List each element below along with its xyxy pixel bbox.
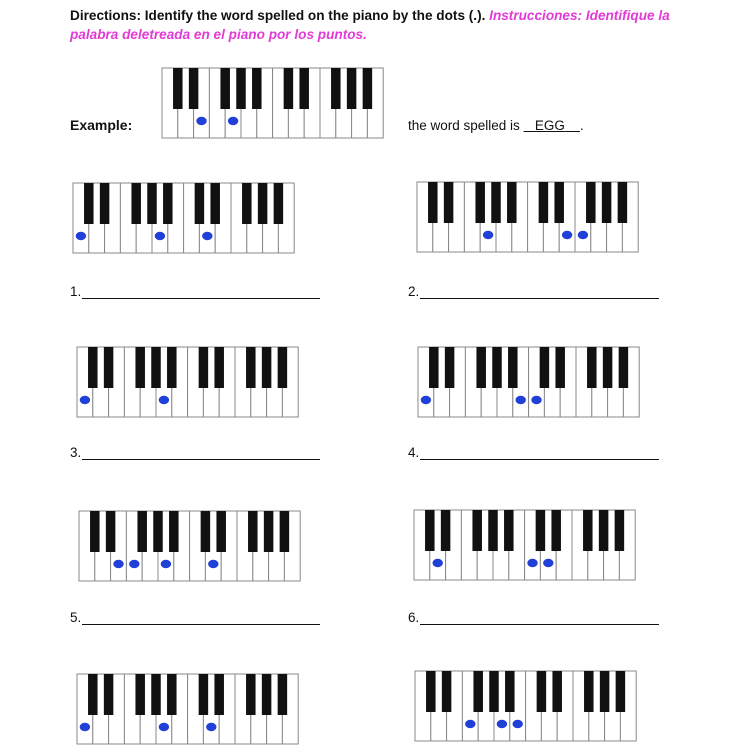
- black-key: [252, 68, 261, 109]
- black-key: [488, 510, 498, 551]
- black-key: [587, 347, 597, 388]
- black-key: [599, 510, 609, 551]
- black-key: [153, 511, 163, 552]
- piano-8: [414, 670, 637, 742]
- black-key: [539, 182, 549, 223]
- black-key: [242, 183, 252, 224]
- black-key: [507, 182, 517, 223]
- black-key: [167, 674, 177, 715]
- black-key: [90, 511, 100, 552]
- black-key: [106, 511, 116, 552]
- piano-example: [161, 67, 384, 139]
- piano-3: [76, 346, 299, 418]
- black-key: [540, 347, 550, 388]
- black-key: [278, 347, 288, 388]
- black-key: [216, 511, 226, 552]
- black-key: [236, 68, 246, 109]
- note-dot: [578, 231, 588, 239]
- black-key: [248, 511, 257, 552]
- answer-blank[interactable]: [420, 459, 659, 460]
- black-key: [475, 182, 485, 223]
- question-number: 1.: [70, 284, 82, 299]
- example-answer: [408, 118, 584, 133]
- black-key: [284, 68, 294, 109]
- question-number: 2.: [408, 284, 420, 299]
- black-key: [299, 68, 309, 109]
- directions-english: Directions: Identify the word spelled on the piano by the dots (.).: [70, 8, 486, 23]
- black-key: [167, 347, 177, 388]
- black-key: [552, 671, 562, 712]
- black-key: [210, 183, 220, 224]
- black-key: [426, 671, 436, 712]
- black-key: [214, 347, 224, 388]
- black-key: [84, 183, 94, 224]
- black-key: [618, 182, 628, 223]
- note-dot: [159, 396, 169, 404]
- black-key: [151, 347, 161, 388]
- black-key: [135, 674, 145, 715]
- black-key: [555, 347, 565, 388]
- black-key: [603, 347, 613, 388]
- answer-blank[interactable]: [82, 624, 320, 625]
- note-dot: [155, 232, 165, 240]
- piano-7: [76, 673, 299, 745]
- note-dot: [76, 232, 86, 240]
- note-dot: [465, 720, 475, 728]
- black-key: [583, 510, 593, 551]
- piano-1: [72, 182, 295, 254]
- piano-keyboard: [72, 182, 295, 254]
- black-key: [274, 183, 284, 224]
- note-dot: [483, 231, 493, 239]
- black-key: [147, 183, 157, 224]
- black-key: [214, 674, 224, 715]
- black-key: [131, 183, 141, 224]
- black-key: [199, 347, 209, 388]
- black-key: [554, 182, 564, 223]
- black-key: [104, 347, 114, 388]
- piano-keyboard: [76, 346, 299, 418]
- example-label: Example:: [70, 117, 133, 133]
- answer-line-5[interactable]: [70, 610, 320, 628]
- black-key: [135, 347, 145, 388]
- piano-keyboard: [78, 510, 301, 582]
- answer-line-1[interactable]: [70, 284, 320, 302]
- black-key: [444, 182, 454, 223]
- note-dot: [562, 231, 572, 239]
- note-dot: [80, 723, 90, 731]
- black-key: [280, 511, 290, 552]
- black-key: [442, 671, 452, 712]
- note-dot: [516, 396, 526, 404]
- black-key: [441, 510, 451, 551]
- note-dot: [196, 117, 206, 125]
- black-key: [536, 510, 546, 551]
- piano-keyboard: [76, 673, 299, 745]
- black-key: [246, 674, 256, 715]
- answer-blank[interactable]: [420, 298, 659, 299]
- black-key: [600, 671, 610, 712]
- black-key: [264, 511, 274, 552]
- black-key: [429, 347, 439, 388]
- piano-keyboard: [413, 509, 636, 581]
- black-key: [586, 182, 596, 223]
- black-key: [472, 510, 482, 551]
- black-key: [508, 347, 518, 388]
- black-key: [189, 68, 199, 109]
- note-dot: [497, 720, 507, 728]
- black-key: [173, 68, 183, 109]
- note-dot: [202, 232, 212, 240]
- black-key: [278, 674, 288, 715]
- black-key: [163, 183, 173, 224]
- black-key: [169, 511, 179, 552]
- note-dot: [129, 560, 139, 568]
- black-key: [262, 347, 272, 388]
- question-number: 6.: [408, 610, 420, 625]
- black-key: [347, 68, 357, 109]
- black-key: [151, 674, 161, 715]
- black-key: [504, 510, 514, 551]
- black-key: [104, 674, 114, 715]
- note-dot: [228, 117, 238, 125]
- black-key: [363, 68, 373, 109]
- black-key: [100, 183, 110, 224]
- black-key: [473, 671, 483, 712]
- example-answer-blank: [524, 118, 580, 133]
- black-key: [476, 347, 486, 388]
- black-key: [619, 347, 629, 388]
- answer-blank[interactable]: [82, 298, 320, 299]
- black-key: [537, 671, 547, 712]
- black-key: [220, 68, 230, 109]
- black-key: [201, 511, 211, 552]
- note-dot: [421, 396, 431, 404]
- note-dot: [161, 560, 171, 568]
- answer-line-2[interactable]: [408, 284, 659, 302]
- question-number: 5.: [70, 610, 82, 625]
- answer-line-3[interactable]: [70, 445, 320, 463]
- black-key: [258, 183, 268, 224]
- piano-2: [416, 181, 639, 253]
- black-key: [88, 347, 98, 388]
- black-key: [88, 674, 98, 715]
- note-dot: [543, 559, 553, 567]
- note-dot: [531, 396, 541, 404]
- note-dot: [208, 560, 218, 568]
- piano-5: [78, 510, 301, 582]
- note-dot: [113, 560, 123, 568]
- black-key: [445, 347, 455, 388]
- note-dot: [513, 720, 523, 728]
- example-answer-suffix: .: [579, 118, 584, 133]
- answer-blank[interactable]: [420, 624, 659, 625]
- piano-6: [413, 509, 636, 581]
- question-number: 4.: [408, 445, 420, 460]
- note-dot: [527, 559, 537, 567]
- black-key: [425, 510, 435, 551]
- piano-keyboard: [416, 181, 639, 253]
- answer-blank[interactable]: [82, 459, 320, 460]
- note-dot: [159, 723, 169, 731]
- note-dot: [206, 723, 216, 731]
- black-key: [331, 68, 341, 109]
- note-dot: [80, 396, 90, 404]
- black-key: [489, 671, 499, 712]
- example-answer-word: EGG: [534, 118, 565, 133]
- black-key: [492, 347, 502, 388]
- black-key: [602, 182, 612, 223]
- black-key: [584, 671, 594, 712]
- note-dot: [433, 559, 443, 567]
- black-key: [199, 674, 209, 715]
- black-key: [137, 511, 147, 552]
- piano-keyboard: [161, 67, 384, 139]
- directions-spanish: Instrucciones: Identifique la palabra deletreada en el piano por los puntos.: [70, 8, 670, 42]
- black-key: [246, 347, 256, 388]
- example-answer-prefix: the word spelled is: [408, 118, 520, 133]
- black-key: [551, 510, 561, 551]
- black-key: [491, 182, 501, 223]
- answer-line-6[interactable]: [408, 610, 659, 628]
- piano-4: [417, 346, 640, 418]
- answer-line-4[interactable]: [408, 445, 659, 463]
- black-key: [616, 671, 626, 712]
- question-number: 3.: [70, 445, 82, 460]
- black-key: [262, 674, 272, 715]
- piano-keyboard: [417, 346, 640, 418]
- black-key: [505, 671, 515, 712]
- black-key: [428, 182, 438, 223]
- black-key: [615, 510, 625, 551]
- directions: [70, 6, 690, 44]
- black-key: [195, 183, 205, 224]
- piano-keyboard: [414, 670, 637, 742]
